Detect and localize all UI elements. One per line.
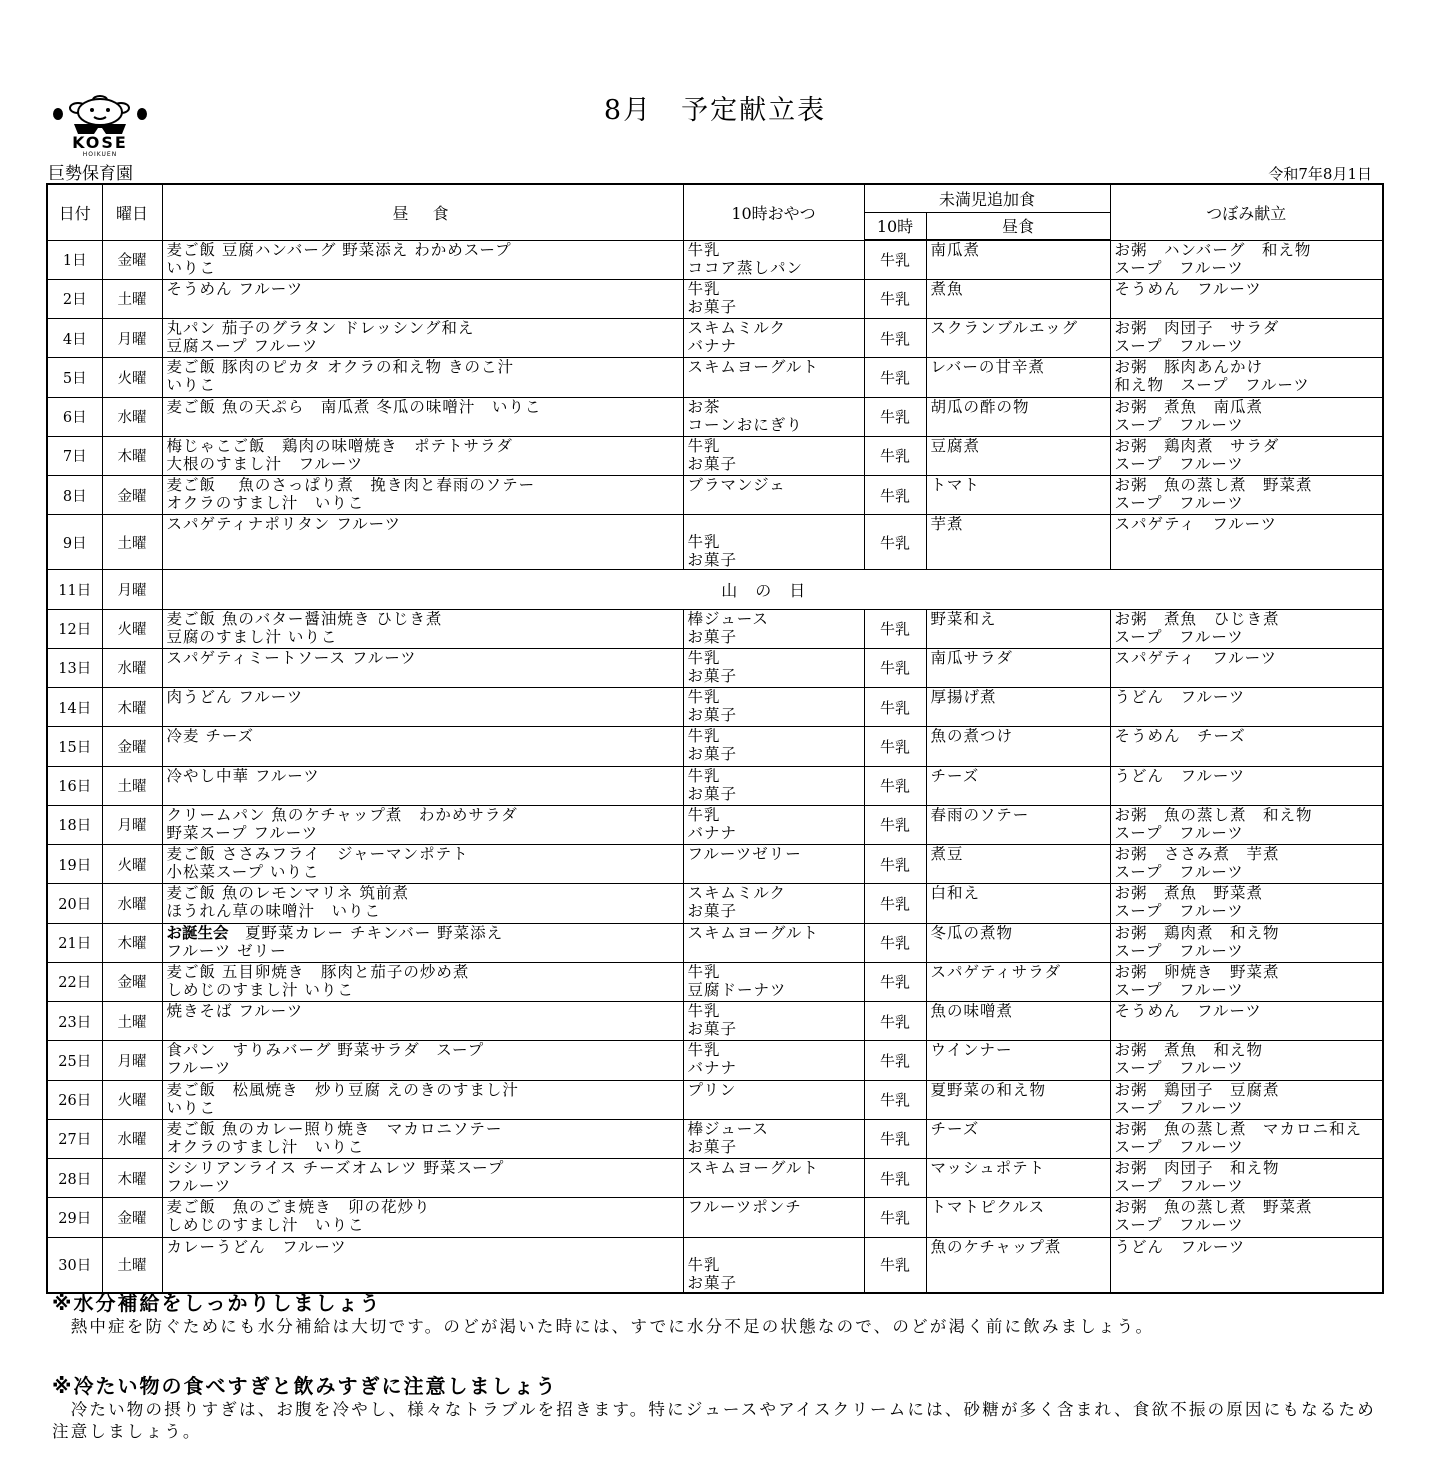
table-row	[47, 1198, 1383, 1237]
lunch-cell	[162, 648, 683, 687]
weekday-cell: 金曜	[102, 1198, 162, 1237]
under3-lunch-cell: 南瓜サラダ	[926, 648, 1110, 687]
col-date: 日付	[47, 184, 102, 240]
under3-10-cell: 牛乳	[864, 358, 926, 397]
tsubomi-cell: お粥 肉団子 和え物 スープ フルーツ	[1110, 1159, 1383, 1198]
lunch-cell	[162, 1198, 683, 1237]
lunch-text: そうめん フルーツ	[166, 279, 304, 298]
tsubomi-cell: お粥 魚の蒸し煮 野菜煮 スープ フルーツ	[1110, 1198, 1383, 1237]
weekday-cell: 月曜	[102, 805, 162, 844]
lunch-cell	[162, 609, 683, 648]
lunch-cell	[162, 766, 683, 805]
table-row	[47, 436, 1383, 475]
tsubomi-cell: お粥 魚の蒸し煮 和え物 スープ フルーツ	[1110, 805, 1383, 844]
tsubomi-cell: お粥 ささみ煮 芋煮 スープ フルーツ	[1110, 845, 1383, 884]
day-cell: 26日	[47, 1080, 102, 1119]
snack-cell: 牛乳 お菓子	[683, 436, 864, 475]
snack-cell: スキムミルク バナナ	[683, 319, 864, 358]
snack-cell: スキムミルク お菓子	[683, 884, 864, 923]
weekday-cell: 月曜	[102, 1041, 162, 1080]
day-cell: 25日	[47, 1041, 102, 1080]
table-row	[47, 1119, 1383, 1158]
weekday-cell: 土曜	[102, 279, 162, 318]
snack-cell: 牛乳 バナナ	[683, 805, 864, 844]
lunch-cell	[162, 1041, 683, 1080]
day-cell: 19日	[47, 845, 102, 884]
tsubomi-cell: お粥 煮魚 野菜煮 スープ フルーツ	[1110, 884, 1383, 923]
lunch-text: カレーうどん フルーツ	[166, 1237, 347, 1256]
day-cell: 21日	[47, 923, 102, 962]
weekday-cell: 火曜	[102, 609, 162, 648]
under3-lunch-cell: 冬瓜の煮物	[926, 923, 1110, 962]
table-row	[47, 845, 1383, 884]
lunch-text: 焼きそば フルーツ	[166, 1002, 304, 1020]
tsubomi-cell: お粥 鶏肉煮 サラダ スープ フルーツ	[1110, 436, 1383, 475]
weekday-cell: 土曜	[102, 1237, 162, 1293]
tsubomi-cell: スパゲティ フルーツ	[1110, 515, 1383, 570]
lunch-text: スパゲティナポリタン フルーツ	[166, 515, 401, 534]
weekday-cell: 火曜	[102, 845, 162, 884]
menu-rows	[47, 240, 1383, 1293]
lunch-cell	[162, 279, 683, 318]
under3-lunch-cell: 煮豆	[926, 845, 1110, 884]
weekday-cell: 水曜	[102, 1119, 162, 1158]
table-row	[47, 1002, 1383, 1041]
table-row	[47, 1159, 1383, 1198]
lunch-text: 麦ご飯 ささみフライ ジャーマンポテト 小松菜スープ いりこ	[166, 845, 469, 881]
under3-10-cell: 牛乳	[864, 845, 926, 884]
under3-10-cell: 牛乳	[864, 1002, 926, 1041]
weekday-cell: 金曜	[102, 240, 162, 279]
lunch-cell	[162, 1002, 683, 1041]
table-row	[47, 515, 1383, 570]
lunch-cell	[162, 476, 683, 515]
weekday-cell: 月曜	[102, 319, 162, 358]
lunch-text: 丸パン 茄子のグラタン ドレッシング和え 豆腐スープ フルーツ	[166, 319, 475, 355]
snack-cell: ブラマンジェ	[683, 476, 864, 515]
note-body: 冷たい物の摂りすぎは、お腹を冷やし、様々なトラブルを招きます。特にジュースやアイスクリームには、砂糖が多く含まれ、食欲不振の原因にもなるため注意しましょう。	[52, 1400, 1376, 1441]
snack-cell: スキムヨーグルト	[683, 358, 864, 397]
lunch-text: 麦ご飯 魚の天ぷら 南瓜煮 冬瓜の味噌汁 いりこ	[166, 397, 542, 416]
weekday-cell: 木曜	[102, 436, 162, 475]
under3-lunch-cell: 南瓜煮	[926, 240, 1110, 279]
table-row	[47, 397, 1383, 436]
note-heading: ※冷たい物の食べすぎと飲みすぎに注意しましょう	[52, 1374, 558, 1398]
lunch-text: 冷麦 チーズ	[166, 727, 255, 746]
under3-lunch-cell: 煮魚	[926, 279, 1110, 318]
day-cell: 13日	[47, 648, 102, 687]
tsubomi-cell: そうめん フルーツ	[1110, 1002, 1383, 1041]
day-cell: 28日	[47, 1159, 102, 1198]
table-row	[47, 1041, 1383, 1080]
under3-10-cell: 牛乳	[864, 240, 926, 279]
lunch-text: シシリアンライス チーズオムレツ 野菜スープ フルーツ	[166, 1159, 505, 1195]
lunch-text: 夏野菜カレー チキンバー 野菜添え フルーツ ゼリー	[166, 923, 504, 960]
under3-lunch-cell: 豆腐煮	[926, 436, 1110, 475]
tsubomi-cell: うどん フルーツ	[1110, 688, 1383, 727]
snack-cell: スキムヨーグルト	[683, 923, 864, 962]
organization-name: 巨勢保育園	[48, 164, 133, 184]
table-row	[47, 727, 1383, 766]
under3-lunch-cell: トマト	[926, 476, 1110, 515]
under3-lunch-cell: トマトピクルス	[926, 1198, 1110, 1237]
issue-date: 令和7年8月1日	[1268, 165, 1372, 183]
lunch-cell	[162, 1237, 683, 1293]
lunch-cell	[162, 319, 683, 358]
col-lunch: 昼 食	[162, 184, 683, 240]
under3-10-cell: 牛乳	[864, 805, 926, 844]
under3-10-cell: 牛乳	[864, 609, 926, 648]
weekday-cell: 水曜	[102, 397, 162, 436]
under3-10-cell: 牛乳	[864, 1041, 926, 1080]
under3-10-cell: 牛乳	[864, 436, 926, 475]
day-cell: 9日	[47, 515, 102, 570]
lunch-cell	[162, 688, 683, 727]
day-cell: 4日	[47, 319, 102, 358]
lunch-text: 麦ご飯 魚のバター醤油焼き ひじき煮 豆腐のすまし汁 いりこ	[166, 609, 443, 646]
weekday-cell: 木曜	[102, 1159, 162, 1198]
under3-lunch-cell: マッシュポテト	[926, 1159, 1110, 1198]
snack-cell: スキムヨーグルト	[683, 1159, 864, 1198]
lunch-text: 麦ご飯 魚のカレー照り焼き マカロニソテー オクラのすまし汁 いりこ	[166, 1119, 503, 1156]
table-row	[47, 279, 1383, 318]
col-under3-10: 10時	[864, 212, 926, 240]
tsubomi-cell: お粥 肉団子 サラダ スープ フルーツ	[1110, 319, 1383, 358]
table-row	[47, 766, 1383, 805]
weekday-cell: 土曜	[102, 1002, 162, 1041]
under3-lunch-cell: ウインナー	[926, 1041, 1110, 1080]
day-cell: 5日	[47, 358, 102, 397]
day-cell: 12日	[47, 609, 102, 648]
lunch-cell	[162, 515, 683, 570]
lunch-cell	[162, 1080, 683, 1119]
weekday-cell: 火曜	[102, 1080, 162, 1119]
under3-10-cell: 牛乳	[864, 923, 926, 962]
day-cell: 2日	[47, 279, 102, 318]
day-cell: 18日	[47, 805, 102, 844]
under3-lunch-cell: 魚の煮つけ	[926, 727, 1110, 766]
weekday-cell: 木曜	[102, 923, 162, 962]
under3-lunch-cell: レバーの甘辛煮	[926, 358, 1110, 397]
lunch-cell	[162, 923, 683, 962]
col-weekday: 曜日	[102, 184, 162, 240]
day-cell: 30日	[47, 1237, 102, 1293]
under3-lunch-cell: スパゲティサラダ	[926, 962, 1110, 1001]
note-hydration	[52, 1287, 1382, 1338]
under3-10-cell: 牛乳	[864, 319, 926, 358]
day-cell: 6日	[47, 397, 102, 436]
lunch-text: 麦ご飯 魚のさっぱり煮 挽き肉と春雨のソテー オクラのすまし汁 いりこ	[166, 476, 536, 512]
weekday-cell: 水曜	[102, 884, 162, 923]
under3-10-cell: 牛乳	[864, 1237, 926, 1293]
tsubomi-cell: お粥 卵焼き 野菜煮 スープ フルーツ	[1110, 962, 1383, 1001]
weekday-cell: 土曜	[102, 515, 162, 570]
menu-table	[46, 183, 1384, 1294]
snack-cell: 牛乳 お菓子	[683, 515, 864, 570]
lunch-text: スパゲティミートソース フルーツ	[166, 648, 417, 667]
tsubomi-cell: お粥 魚の蒸し煮 野菜煮 スープ フルーツ	[1110, 476, 1383, 515]
day-cell: 27日	[47, 1119, 102, 1158]
table-row	[47, 648, 1383, 687]
snack-cell: 棒ジュース お菓子	[683, 1119, 864, 1158]
event-label: お誕生会	[166, 923, 229, 942]
tsubomi-cell: お粥 ハンバーグ 和え物 スープ フルーツ	[1110, 240, 1383, 279]
lunch-cell	[162, 436, 683, 475]
table-row	[47, 319, 1383, 358]
snack-cell: 牛乳 お菓子	[683, 727, 864, 766]
tsubomi-cell: うどん フルーツ	[1110, 1237, 1383, 1293]
lunch-cell	[162, 884, 683, 923]
table-row	[47, 358, 1383, 397]
snack-cell: フルーツポンチ	[683, 1198, 864, 1237]
under3-lunch-cell: 白和え	[926, 884, 1110, 923]
tsubomi-cell: お粥 煮魚 南瓜煮 スープ フルーツ	[1110, 397, 1383, 436]
day-cell: 8日	[47, 476, 102, 515]
lunch-text: 麦ご飯 松風焼き 炒り豆腐 えのきのすまし汁 いりこ	[166, 1080, 519, 1117]
snack-cell: 牛乳 お菓子	[683, 1002, 864, 1041]
table-row	[47, 884, 1383, 923]
table-row	[47, 923, 1383, 962]
under3-10-cell: 牛乳	[864, 962, 926, 1001]
lunch-text: 梅じゃこご飯 鶏肉の味噌焼き ポテトサラダ 大根のすまし汁 フルーツ	[166, 436, 513, 473]
under3-10-cell: 牛乳	[864, 766, 926, 805]
under3-lunch-cell: 野菜和え	[926, 609, 1110, 648]
weekday-cell: 木曜	[102, 688, 162, 727]
lunch-text: 食パン すりみバーグ 野菜サラダ スープ フルーツ	[166, 1041, 485, 1078]
tsubomi-cell: お粥 鶏団子 豆腐煮 スープ フルーツ	[1110, 1080, 1383, 1119]
day-cell: 16日	[47, 766, 102, 805]
day-cell: 29日	[47, 1198, 102, 1237]
tsubomi-cell: スパゲティ フルーツ	[1110, 648, 1383, 687]
lunch-text: 麦ご飯 魚のレモンマリネ 筑前煮 ほうれん草の味噌汁 いりこ	[166, 884, 410, 921]
snack-cell: 牛乳 お菓子	[683, 1237, 864, 1293]
note-heading: ※水分補給をしっかりしましょう	[52, 1291, 382, 1315]
lunch-cell	[162, 962, 683, 1001]
snack-cell: 棒ジュース お菓子	[683, 609, 864, 648]
under3-10-cell: 牛乳	[864, 1198, 926, 1237]
under3-10-cell: 牛乳	[864, 279, 926, 318]
lunch-cell	[162, 240, 683, 279]
under3-10-cell: 牛乳	[864, 1119, 926, 1158]
table-row	[47, 1237, 1383, 1293]
day-cell: 23日	[47, 1002, 102, 1041]
snack-cell: プリン	[683, 1080, 864, 1119]
lunch-text: クリームパン 魚のケチャップ煮 わかめサラダ 野菜スープ フルーツ	[166, 805, 518, 842]
weekday-cell: 土曜	[102, 766, 162, 805]
weekday-cell: 月曜	[102, 570, 162, 609]
table-row	[47, 476, 1383, 515]
lunch-text: 麦ご飯 豆腐ハンバーグ 野菜添え わかめスープ いりこ	[166, 240, 512, 277]
weekday-cell: 金曜	[102, 476, 162, 515]
day-cell: 1日	[47, 240, 102, 279]
under3-lunch-cell: スクランブルエッグ	[926, 319, 1110, 358]
weekday-cell: 金曜	[102, 727, 162, 766]
tsubomi-cell: お粥 煮魚 ひじき煮 スープ フルーツ	[1110, 609, 1383, 648]
table-row	[47, 570, 1383, 609]
lunch-cell	[162, 1159, 683, 1198]
lunch-cell	[162, 397, 683, 436]
weekday-cell: 金曜	[102, 962, 162, 1001]
snack-cell: 牛乳 豆腐ドーナツ	[683, 962, 864, 1001]
tsubomi-cell: お粥 鶏肉煮 和え物 スープ フルーツ	[1110, 923, 1383, 962]
col-tsubomi: つぼみ献立	[1110, 184, 1383, 240]
snack-cell: 牛乳 バナナ	[683, 1041, 864, 1080]
table-row	[47, 805, 1383, 844]
snack-cell: 牛乳 ココア蒸しパン	[683, 240, 864, 279]
lunch-cell	[162, 845, 683, 884]
page-title: 8月 予定献立表	[603, 95, 827, 126]
under3-lunch-cell: 厚揚げ煮	[926, 688, 1110, 727]
day-cell: 15日	[47, 727, 102, 766]
lunch-cell	[162, 1119, 683, 1158]
table-row	[47, 240, 1383, 279]
note-cold-food	[52, 1370, 1382, 1443]
under3-10-cell: 牛乳	[864, 688, 926, 727]
under3-10-cell: 牛乳	[864, 1159, 926, 1198]
under3-10-cell: 牛乳	[864, 884, 926, 923]
under3-lunch-cell: チーズ	[926, 766, 1110, 805]
col-snack-10: 10時おやつ	[683, 184, 864, 240]
table-row	[47, 609, 1383, 648]
snack-cell: 牛乳 お菓子	[683, 648, 864, 687]
snack-cell: 牛乳 お菓子	[683, 688, 864, 727]
tsubomi-cell: お粥 魚の蒸し煮 マカロニ和え スープ フルーツ	[1110, 1119, 1383, 1158]
under3-lunch-cell: 魚の味噌煮	[926, 1002, 1110, 1041]
tsubomi-cell: お粥 煮魚 和え物 スープ フルーツ	[1110, 1041, 1383, 1080]
lunch-cell	[162, 805, 683, 844]
under3-10-cell: 牛乳	[864, 397, 926, 436]
lunch-cell	[162, 727, 683, 766]
under3-lunch-cell: 春雨のソテー	[926, 805, 1110, 844]
day-cell: 22日	[47, 962, 102, 1001]
tsubomi-cell: そうめん フルーツ	[1110, 279, 1383, 318]
logo-text: KOSE	[72, 133, 128, 152]
under3-lunch-cell: 魚のケチャップ煮	[926, 1237, 1110, 1293]
logo-subtext: HOIKUEN	[82, 151, 118, 158]
snack-cell: お茶 コーンおにぎり	[683, 397, 864, 436]
under3-lunch-cell: 胡瓜の酢の物	[926, 397, 1110, 436]
col-under3-extra: 未満児追加食	[864, 184, 1110, 212]
weekday-cell: 火曜	[102, 358, 162, 397]
weekday-cell: 水曜	[102, 648, 162, 687]
tsubomi-cell: お粥 豚肉あんかけ 和え物 スープ フルーツ	[1110, 358, 1383, 397]
day-cell: 14日	[47, 688, 102, 727]
table-row	[47, 962, 1383, 1001]
lunch-cell	[162, 358, 683, 397]
under3-10-cell: 牛乳	[864, 515, 926, 570]
col-under3-lunch: 昼食	[926, 212, 1110, 240]
table-row	[47, 1080, 1383, 1119]
under3-10-cell: 牛乳	[864, 648, 926, 687]
lunch-text: 麦ご飯 五目卵焼き 豚肉と茄子の炒め煮 しめじのすまし汁 いりこ	[166, 962, 470, 999]
holiday-cell: 山の日	[162, 570, 1383, 609]
under3-10-cell: 牛乳	[864, 1080, 926, 1119]
note-body: 熱中症を防ぐためにも水分補給は大切です。のどが渇いた時には、すでに水分不足の状態なので、のどが渇く前に飲みましょう。	[52, 1317, 1155, 1336]
under3-lunch-cell: 夏野菜の和え物	[926, 1080, 1110, 1119]
under3-10-cell: 牛乳	[864, 727, 926, 766]
under3-lunch-cell: 芋煮	[926, 515, 1110, 570]
lunch-text: 麦ご飯 魚のごま焼き 卯の花炒り しめじのすまし汁 いりこ	[166, 1198, 431, 1235]
table-row	[47, 688, 1383, 727]
lunch-text: 肉うどん フルーツ	[166, 688, 304, 706]
lunch-text: 麦ご飯 豚肉のピカタ オクラの和え物 きのこ汁 いりこ	[166, 358, 514, 395]
under3-10-cell: 牛乳	[864, 476, 926, 515]
day-cell: 11日	[47, 570, 102, 609]
tsubomi-cell: うどん フルーツ	[1110, 766, 1383, 805]
day-cell: 7日	[47, 436, 102, 475]
snack-cell: 牛乳 お菓子	[683, 279, 864, 318]
snack-cell: フルーツゼリー	[683, 845, 864, 884]
under3-lunch-cell: チーズ	[926, 1119, 1110, 1158]
lunch-text: 冷やし中華 フルーツ	[166, 766, 320, 785]
day-cell: 20日	[47, 884, 102, 923]
snack-cell: 牛乳 お菓子	[683, 766, 864, 805]
tsubomi-cell: そうめん チーズ	[1110, 727, 1383, 766]
